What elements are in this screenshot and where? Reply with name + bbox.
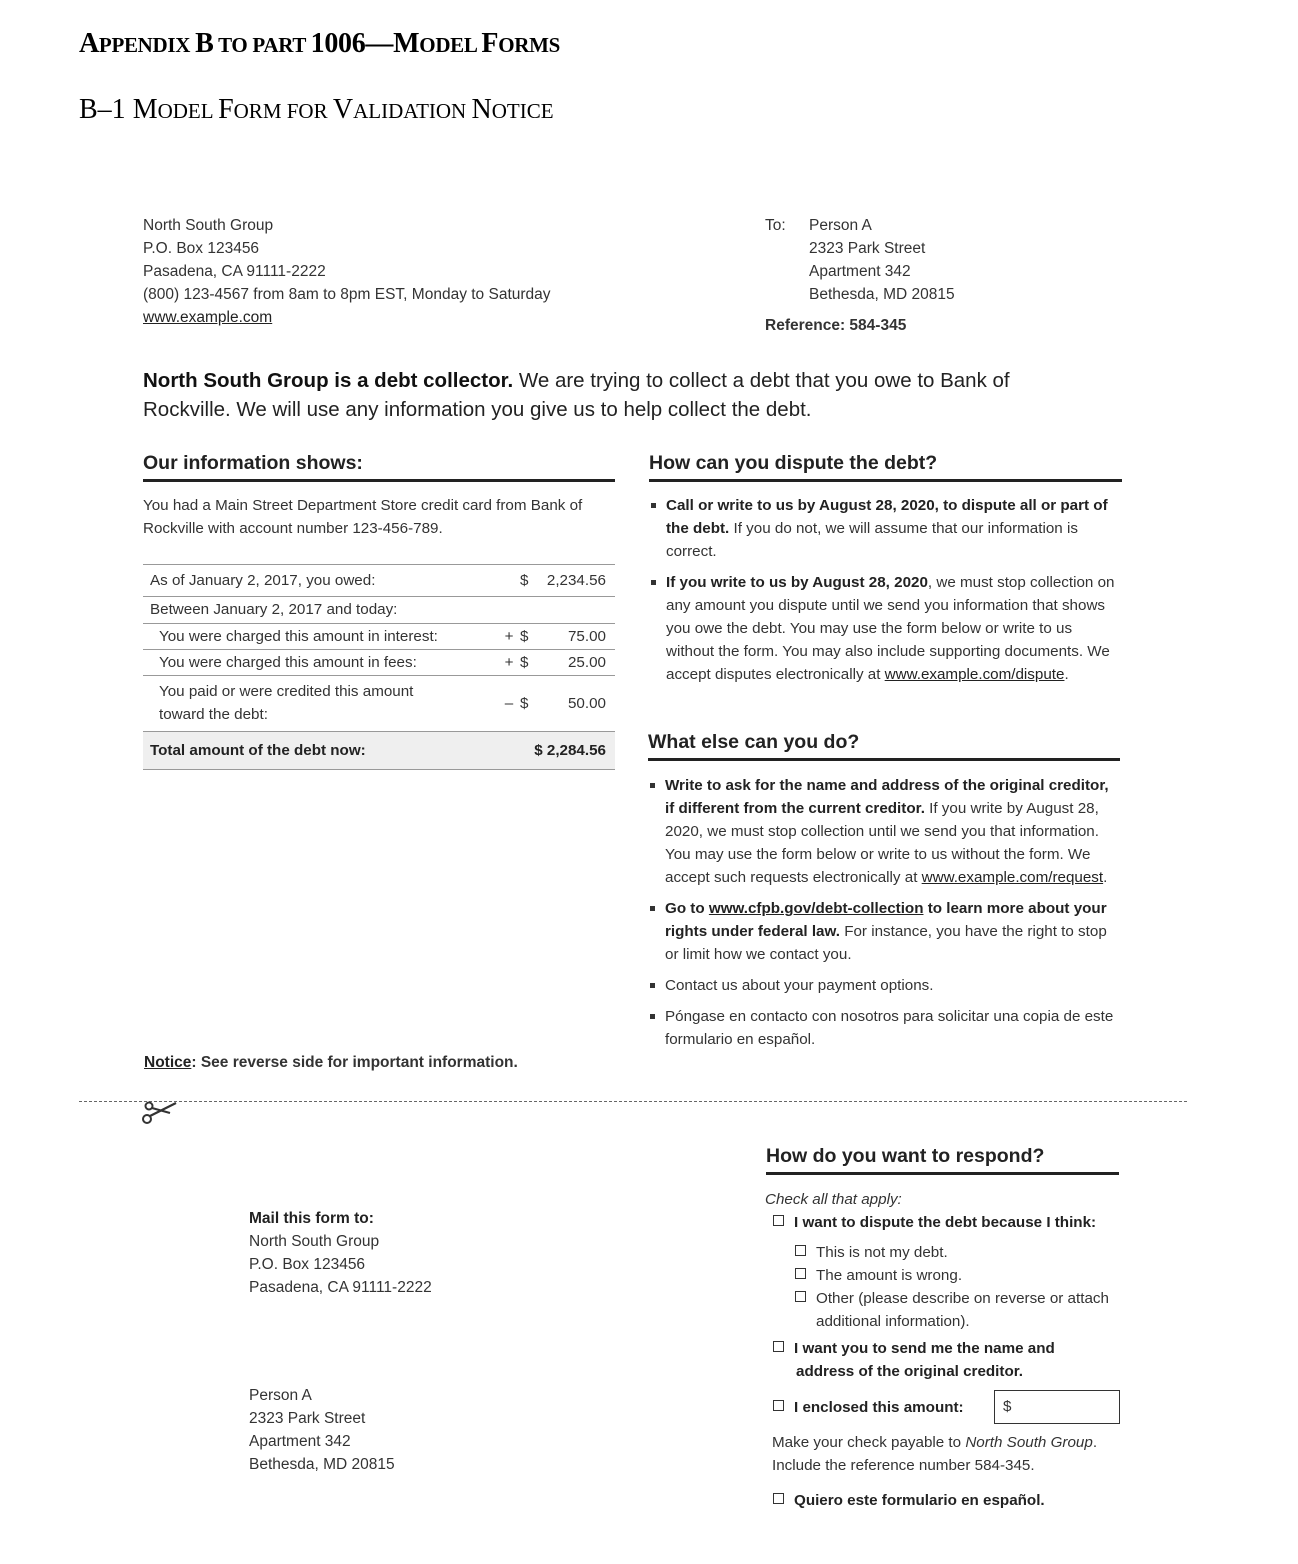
dispute-bullet-2: If you write to us by August 28, 2020, we must stop collection on any amount you dispute until we send you information that shows you owe the debt. You may use the form below or write to us without the form. You may also include supporting documents. We accept disputes electronically at www.example.com/dispute. [649,571,1122,686]
mail-to-label: Mail this form to: [249,1210,374,1227]
sender-box: P.O. Box 123456 [143,240,260,257]
recipient-name: Person A [809,217,872,234]
request-link[interactable]: www.example.com/request [921,869,1104,886]
enclosed-amount-field[interactable]: $ [994,1390,1120,1424]
checkbox-icon[interactable] [795,1291,806,1302]
else-heading: What else can you do? [648,731,1120,761]
dispute-list [649,494,1122,686]
enclosed-checkbox[interactable]: I enclosed this amount: [773,1396,964,1419]
else-bullet-3: Contact us about your payment options. [648,974,1120,997]
info-text: You had a Main Street Department Store credit card from Bank of Rockville with account number 123-456-789. [143,497,583,537]
checkbox-icon[interactable] [773,1341,784,1352]
from-address: Person A 2323 Park Street Apartment 342 Bethesda, MD 20815 [249,1387,395,1473]
spanish-checkbox[interactable]: Quiero este formulario en español. [773,1489,1045,1512]
debt-table [143,564,615,770]
recipient-apt: Apartment 342 [809,263,911,280]
respond-heading: How do you want to respond? [766,1145,1119,1175]
sender-address [143,214,551,329]
sender-website-link[interactable]: www.example.com [143,309,273,326]
sender-phone: (800) 123-4567 from 8am to 8pm EST, Monday to Saturday [143,286,551,303]
cut-line [79,1101,1187,1102]
form-title: B–1 MODEL FORM FOR VALIDATION NOTICE [79,94,554,125]
row-paid: You paid or were credited this amount toward the debt: – $ 50.00 [143,675,615,731]
not-my-debt-checkbox[interactable]: This is not my debt. [795,1241,948,1264]
checkbox-icon[interactable] [773,1215,784,1226]
reference-number: Reference: 584-345 [765,317,907,334]
dispute-heading: How can you dispute the debt? [649,452,1122,482]
info-heading: Our information shows: [143,452,615,482]
recipient-city: Bethesda, MD 20815 [809,286,955,303]
row-owed: As of January 2, 2017, you owed: $ 2,234.56 [143,565,615,596]
mail-to-address: Mail this form to: North South Group P.O. Box 123456 Pasadena, CA 91111-2222 [249,1207,432,1299]
checkbox-icon[interactable] [773,1400,784,1411]
else-list [648,774,1120,1051]
checkbox-icon[interactable] [773,1493,784,1504]
else-bullet-1: Write to ask for the name and address of the original creditor, if different from the current creditor. If you write by August 28, 2020, we must stop collection until we send you that information. You may use the form below or write to us without the form. We accept such requests electronically at www.example.com/request. [648,774,1120,889]
row-fees: You were charged this amount in fees: + $ 25.00 [143,649,615,675]
intro-statement: North South Group is a debt collector. We are trying to collect a debt that you owe to Bank of Rockville. We will use any information you give us to help collect the debt. [143,369,1010,421]
check-all-label: Check all that apply: [765,1191,902,1208]
other-checkbox[interactable]: Other (please describe on reverse or attach additional information). [795,1287,1116,1333]
creditor-checkbox[interactable]: I want you to send me the name and address of the original creditor. [773,1337,1116,1383]
row-total: Total amount of the debt now: $ 2,284.56 [143,731,615,769]
sender-city: Pasadena, CA 91111-2222 [143,263,326,280]
checkbox-icon[interactable] [795,1268,806,1279]
dispute-link[interactable]: www.example.com/dispute [884,666,1065,683]
reverse-notice: Notice: See reverse side for important information. [144,1054,518,1071]
row-interest: You were charged this amount in interest: + $ 75.00 [143,623,615,649]
scissors-icon [140,1097,178,1132]
cfpb-link[interactable]: www.cfpb.gov/debt-collection [708,900,924,917]
payable-text: Make your check payable to North South Group. Include the reference number 584-345. [772,1434,1098,1474]
row-between: Between January 2, 2017 and today: [143,596,615,623]
appendix-title: APPENDIX B TO PART 1006—MODEL FORMS [79,28,561,59]
recipient-street: 2323 Park Street [809,240,926,257]
dispute-checkbox[interactable]: I want to dispute the debt because I think: [773,1211,1096,1234]
else-bullet-2: Go to www.cfpb.gov/debt-collection to learn more about your rights under federal law. For instance, you have the right to stop or limit how we contact you. [648,897,1120,966]
recipient-to-label: To: [765,217,786,234]
else-bullet-4: Póngase en contacto con nosotros para solicitar una copia de este formulario en español. [648,1005,1120,1051]
dispute-bullet-1: Call or write to us by August 28, 2020, to dispute all or part of the debt. If you do not, we will assume that our information is correct. [649,494,1122,563]
amount-wrong-checkbox[interactable]: The amount is wrong. [795,1264,962,1287]
sender-name: North South Group [143,217,274,234]
recipient-address [809,214,955,306]
checkbox-icon[interactable] [795,1245,806,1256]
